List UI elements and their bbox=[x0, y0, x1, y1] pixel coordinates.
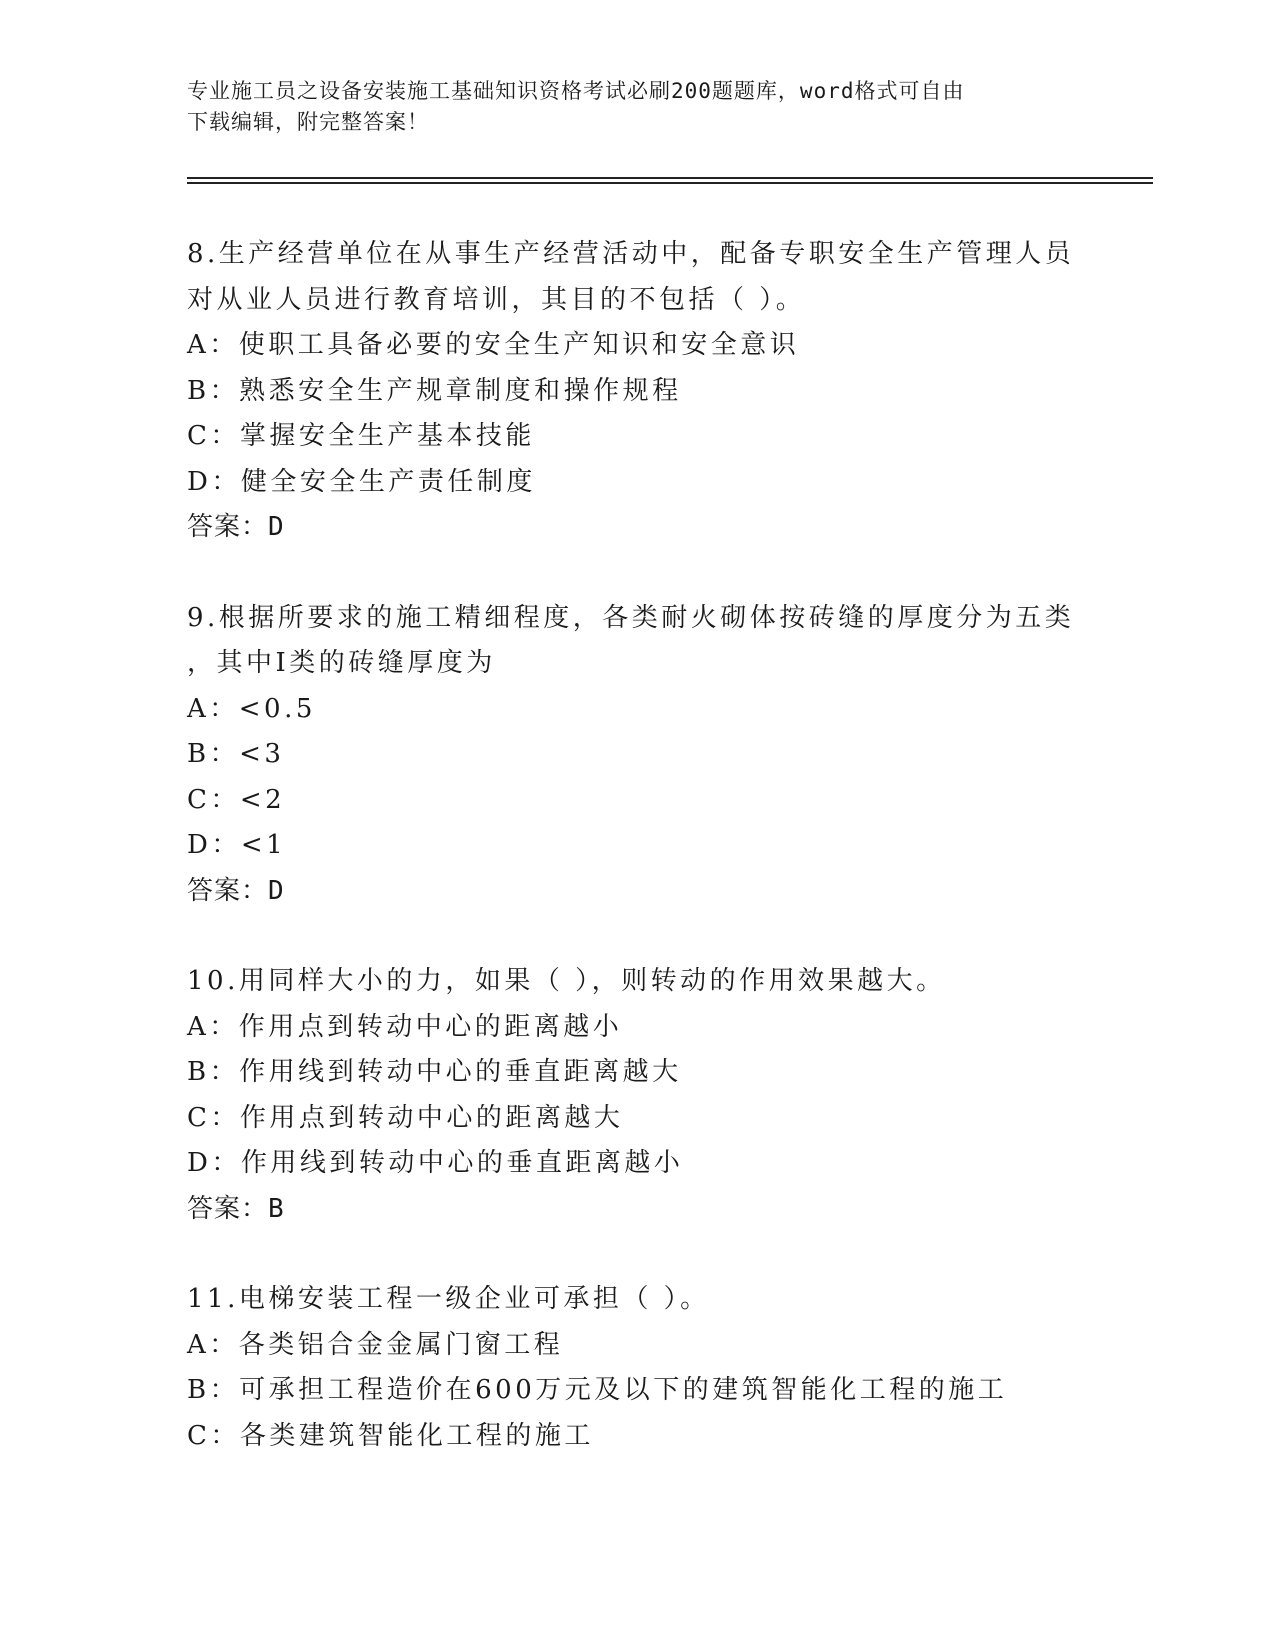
answer-line: 答案：D bbox=[187, 875, 285, 906]
question-8 bbox=[187, 232, 1087, 551]
option-b: B：作用线到转动中心的垂直距离越大 bbox=[187, 1057, 682, 1087]
option-b: B：可承担工程造价在600万元及以下的建筑智能化工程的施工 bbox=[187, 1375, 1008, 1405]
option-a: A：<0.5 bbox=[187, 693, 316, 724]
question-stem-line: 9.根据所要求的施工精细程度，各类耐火砌体按砖缝的厚度分为五类 bbox=[187, 602, 1075, 633]
header-line-2: 下载编辑，附完整答案！ bbox=[187, 110, 429, 134]
option-c: C：掌握安全生产基本技能 bbox=[187, 421, 535, 451]
option-d: D：作用线到转动中心的垂直距离越小 bbox=[187, 1148, 684, 1178]
question-stem-line: 11.电梯安装工程一级企业可承担（ ）。 bbox=[187, 1284, 710, 1314]
question-9 bbox=[187, 596, 1087, 915]
answer-line: 答案：B bbox=[187, 1193, 285, 1224]
option-b: B：熟悉安全生产规章制度和操作规程 bbox=[187, 375, 682, 406]
header-divider-bottom bbox=[187, 182, 1153, 184]
option-a: A：各类铝合金金属门窗工程 bbox=[187, 1329, 564, 1360]
document-header bbox=[187, 76, 1067, 138]
option-a: A：使职工具备必要的安全生产知识和安全意识 bbox=[187, 330, 800, 360]
option-c: C：各类建筑智能化工程的施工 bbox=[187, 1420, 594, 1451]
question-stem-line: ，其中Ⅰ类的砖缝厚度为 bbox=[187, 648, 496, 678]
header-divider-top bbox=[187, 177, 1153, 179]
option-c: C：作用点到转动中心的距离越大 bbox=[187, 1102, 624, 1133]
question-stem-line: 10.用同样大小的力，如果（ ），则转动的作用效果越大。 bbox=[187, 966, 946, 996]
option-a: A：作用点到转动中心的距离越小 bbox=[187, 1011, 623, 1042]
option-c: C：<2 bbox=[187, 784, 286, 815]
question-stem-line: 对从业人员进行教育培训，其目的不包括（ ）。 bbox=[187, 284, 806, 315]
question-list bbox=[187, 232, 1087, 1504]
question-stem-line: 8.生产经营单位在从事生产经营活动中，配备专职安全生产管理人员 bbox=[187, 239, 1075, 269]
question-11 bbox=[187, 1277, 1087, 1459]
option-b: B：<3 bbox=[187, 739, 285, 769]
option-d: D：健全安全生产责任制度 bbox=[187, 466, 536, 497]
option-d: D：<1 bbox=[187, 830, 287, 860]
header-line-1: 专业施工员之设备安装施工基础知识资格考试必刷200题题库，word格式可自由 bbox=[187, 79, 965, 103]
answer-line: 答案：D bbox=[187, 512, 285, 542]
question-10 bbox=[187, 959, 1087, 1232]
